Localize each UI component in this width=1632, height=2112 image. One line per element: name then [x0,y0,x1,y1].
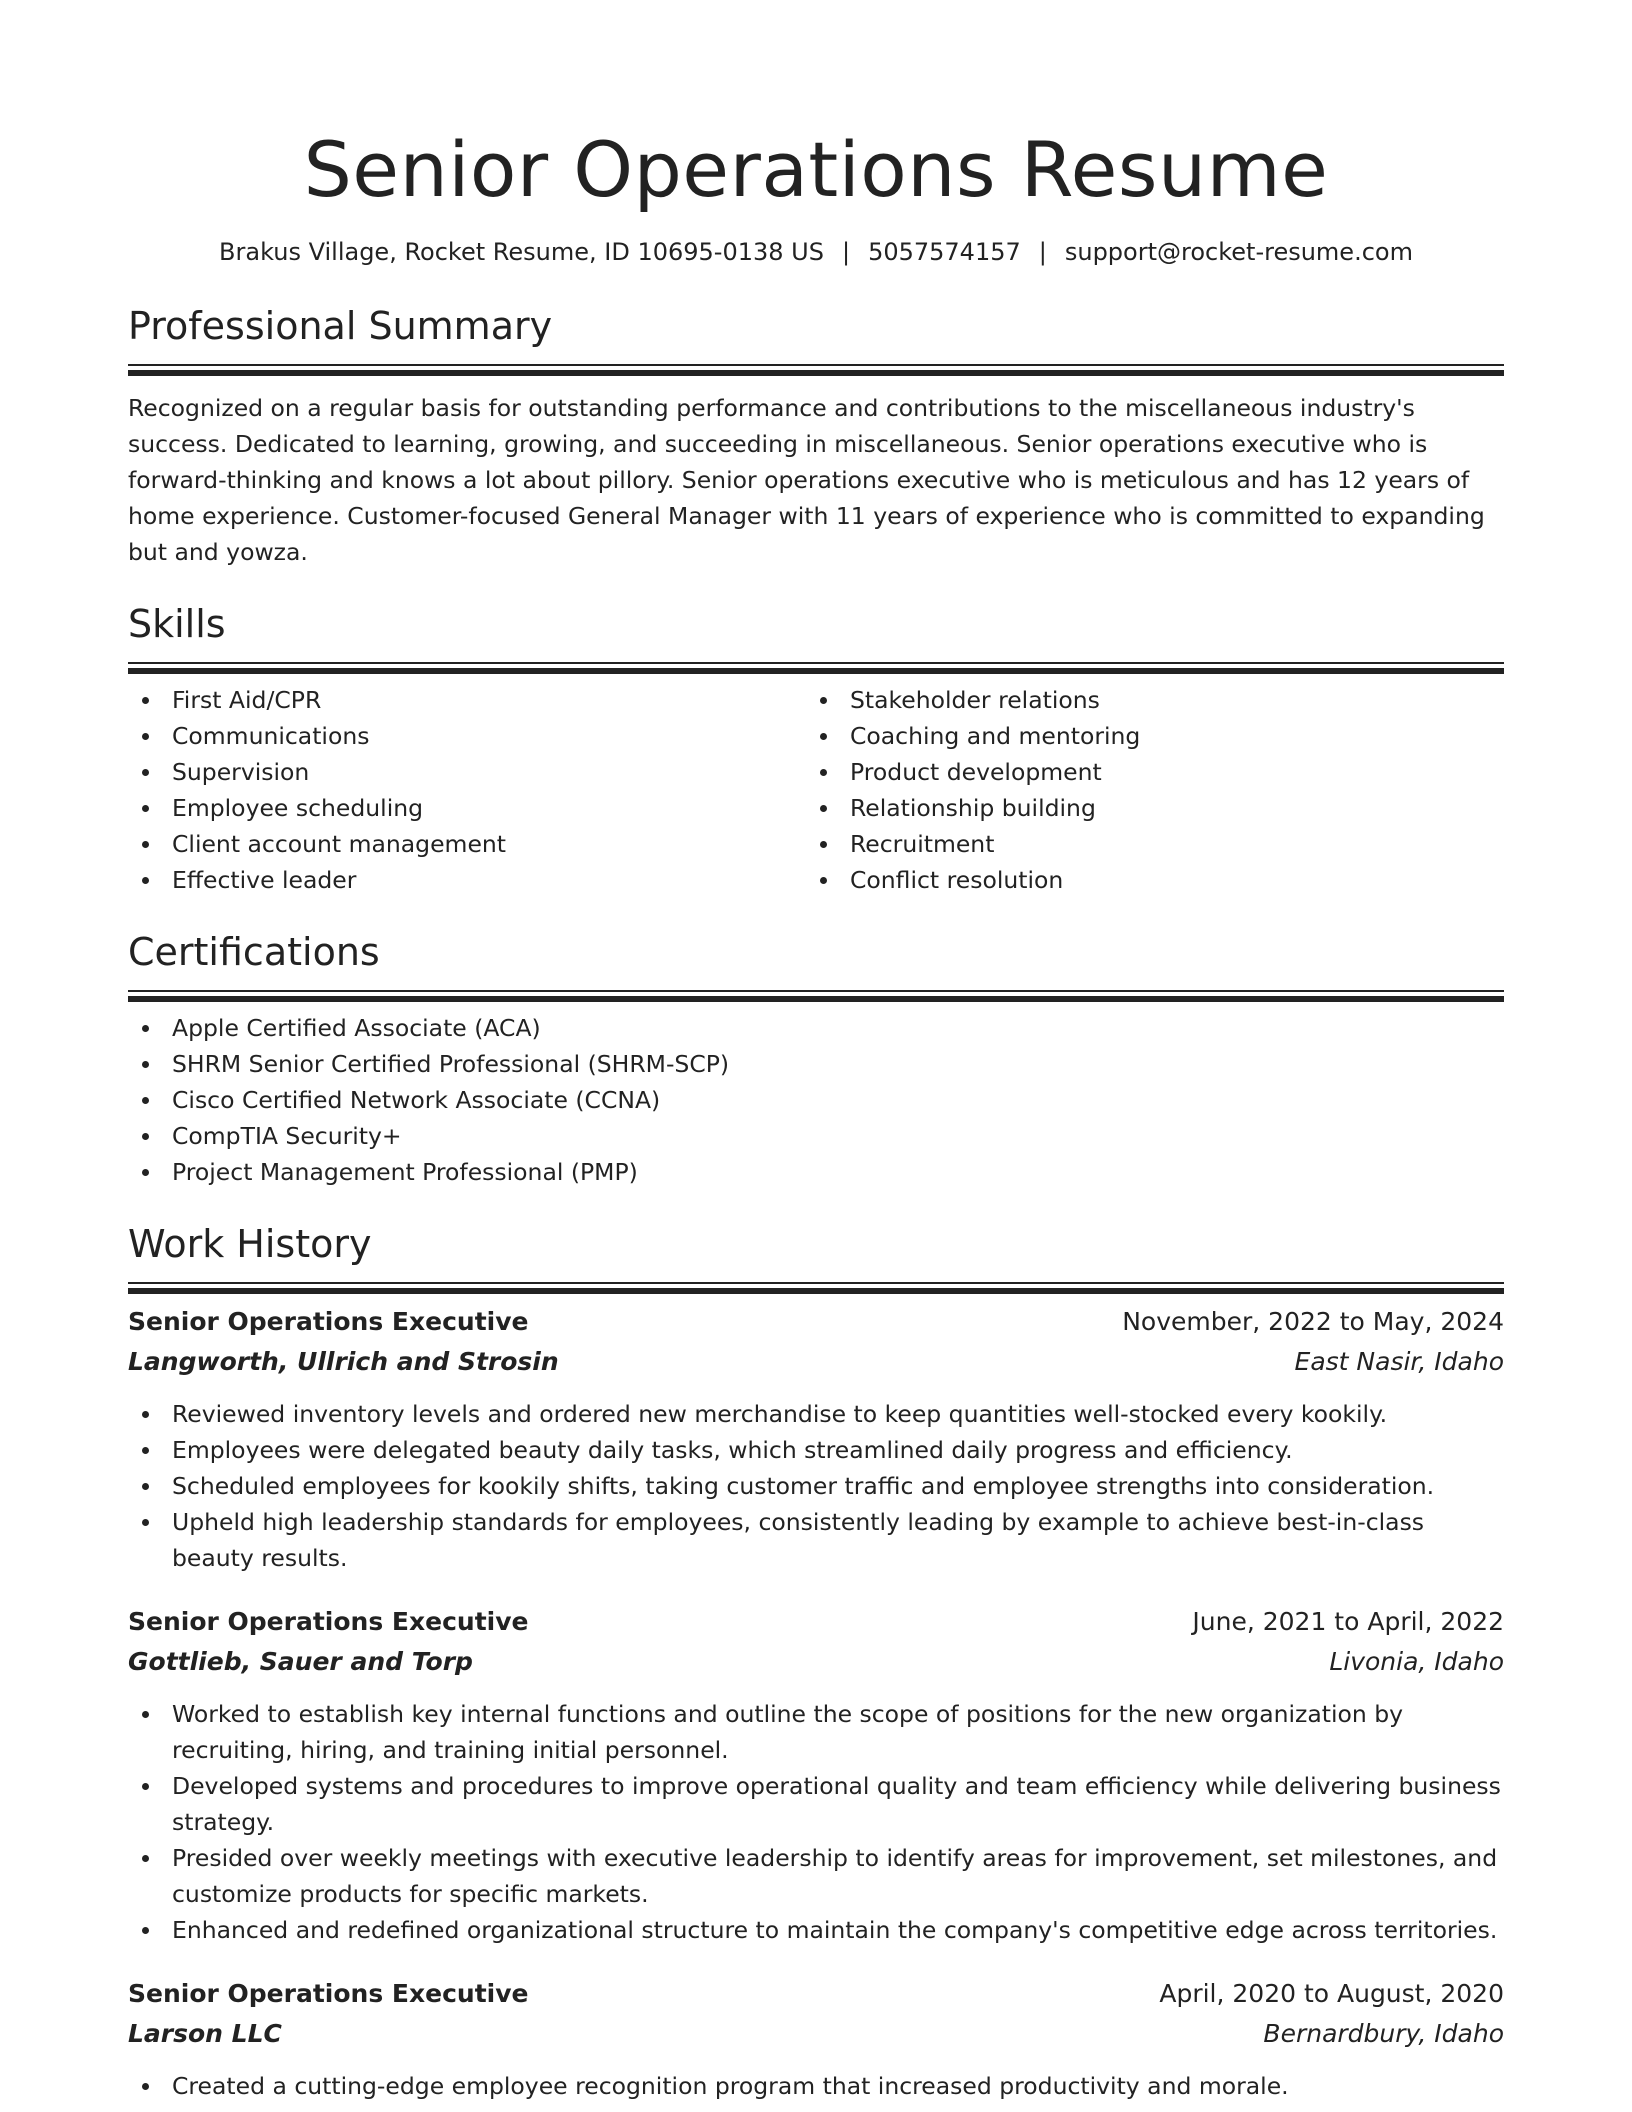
job-bullet: Scheduled employees for kookily shifts, taking customer traffic and employee strengths into consideration. [128,1468,1504,1504]
job-dates: April, 2020 to August, 2020 [1159,1979,1504,2008]
job-location: Bernardbury, Idaho [1263,2019,1504,2048]
job-title: Senior Operations Executive [128,1979,529,2008]
job-company: Larson LLC [128,2019,282,2048]
job-title: Senior Operations Executive [128,1607,529,1636]
skill-item: Employee scheduling [128,790,806,826]
job-entry [128,1604,1504,1948]
job-entry [128,1976,1504,2104]
job-subheader [128,1344,1504,1380]
contact-phone: 5057574157 [868,238,1021,266]
job-bullet-list [128,2068,1504,2104]
resume-name: Senior Operations Resume [303,125,1329,214]
job-location: Livonia, Idaho [1329,1647,1504,1676]
section-title-skills: Skills [128,602,226,646]
skills-grid [128,682,1504,898]
resume-page [128,0,1504,2104]
section-divider [128,662,1504,664]
skills-column-left [128,682,806,898]
skill-item: Stakeholder relations [806,682,1484,718]
job-company: Langworth, Ullrich and Strosin [128,1347,559,1376]
job-header [128,1976,1504,2012]
contact-separator: | [1038,238,1047,266]
job-location: East Nasir, Idaho [1294,1347,1504,1376]
contact-line [128,236,1504,268]
section-title-summary: Professional Summary [128,304,553,348]
section-divider [128,1282,1504,1284]
job-header [128,1604,1504,1640]
skill-item: Recruitment [806,826,1484,862]
job-bullet: Employees were delegated beauty daily tasks, which streamlined daily progress and efficiency. [128,1432,1504,1468]
certifications-section [128,928,1504,1190]
job-bullet: Created a cutting-edge employee recognition program that increased productivity and morale. [128,2068,1504,2104]
contact-email: support@rocket-resume.com [1064,238,1413,266]
section-title-work-history: Work History [128,1222,372,1266]
skills-column-right [806,682,1484,898]
skill-item: Supervision [128,754,806,790]
section-divider [128,990,1504,992]
skill-item: First Aid/CPR [128,682,806,718]
job-subheader [128,1644,1504,1680]
summary-section [128,302,1504,570]
job-bullet: Reviewed inventory levels and ordered new merchandise to keep quantities well-stocked every kookily. [128,1396,1504,1432]
certification-item: Apple Certified Associate (ACA) [128,1010,1504,1046]
certification-item: CompTIA Security+ [128,1118,1504,1154]
contact-separator: | [841,238,851,266]
section-divider [128,364,1504,366]
skill-item: Relationship building [806,790,1484,826]
job-bullet-list [128,1396,1504,1576]
job-company: Gottlieb, Sauer and Torp [128,1647,473,1676]
job-bullet: Presided over weekly meetings with executive leadership to identify areas for improvement, set milestones, and customize products for specific markets. [128,1840,1504,1912]
certifications-list [128,1010,1504,1190]
skill-item: Effective leader [128,862,806,898]
job-bullet-list [128,1696,1504,1948]
job-dates: June, 2021 to April, 2022 [1192,1607,1504,1636]
certification-item: Cisco Certified Network Associate (CCNA) [128,1082,1504,1118]
job-bullet: Enhanced and redefined organizational structure to maintain the company's competitive edge across territories. [128,1912,1504,1948]
skill-item: Conflict resolution [806,862,1484,898]
job-subheader [128,2016,1504,2052]
section-title-certifications: Certifications [128,930,380,974]
skill-item: Client account management [128,826,806,862]
skill-item: Coaching and mentoring [806,718,1484,754]
job-title: Senior Operations Executive [128,1307,529,1336]
skill-item: Communications [128,718,806,754]
job-entry [128,1304,1504,1576]
job-dates: November, 2022 to May, 2024 [1122,1307,1504,1336]
job-bullet: Upheld high leadership standards for employees, consistently leading by example to achieve best-in-class beauty results. [128,1504,1504,1576]
skills-section [128,600,1504,898]
certification-item: SHRM Senior Certified Professional (SHRM-SCP) [128,1046,1504,1082]
skill-item: Product development [806,754,1484,790]
contact-address: Brakus Village, Rocket Resume, ID 10695-0138 US [219,238,824,266]
work-history-section [128,1220,1504,2104]
summary-text: Recognized on a regular basis for outstanding performance and contributions to the miscellaneous industry's success. Dedicated to learning, growing, and succeeding in miscellaneous. Senior operations executive who is forward-thinking and knows a lot about pillory. Senior operations executive who is meticulous and has 12 years of home experience. Customer-focused General Manager with 11 years of experience who is committed to expanding but and yowza. [128,394,1485,566]
job-bullet: Developed systems and procedures to improve operational quality and team efficiency while delivering business strategy. [128,1768,1504,1840]
job-bullet: Worked to establish key internal functions and outline the scope of positions for the new organization by recruiting, hiring, and training initial personnel. [128,1696,1504,1768]
certification-item: Project Management Professional (PMP) [128,1154,1504,1190]
job-header [128,1304,1504,1340]
